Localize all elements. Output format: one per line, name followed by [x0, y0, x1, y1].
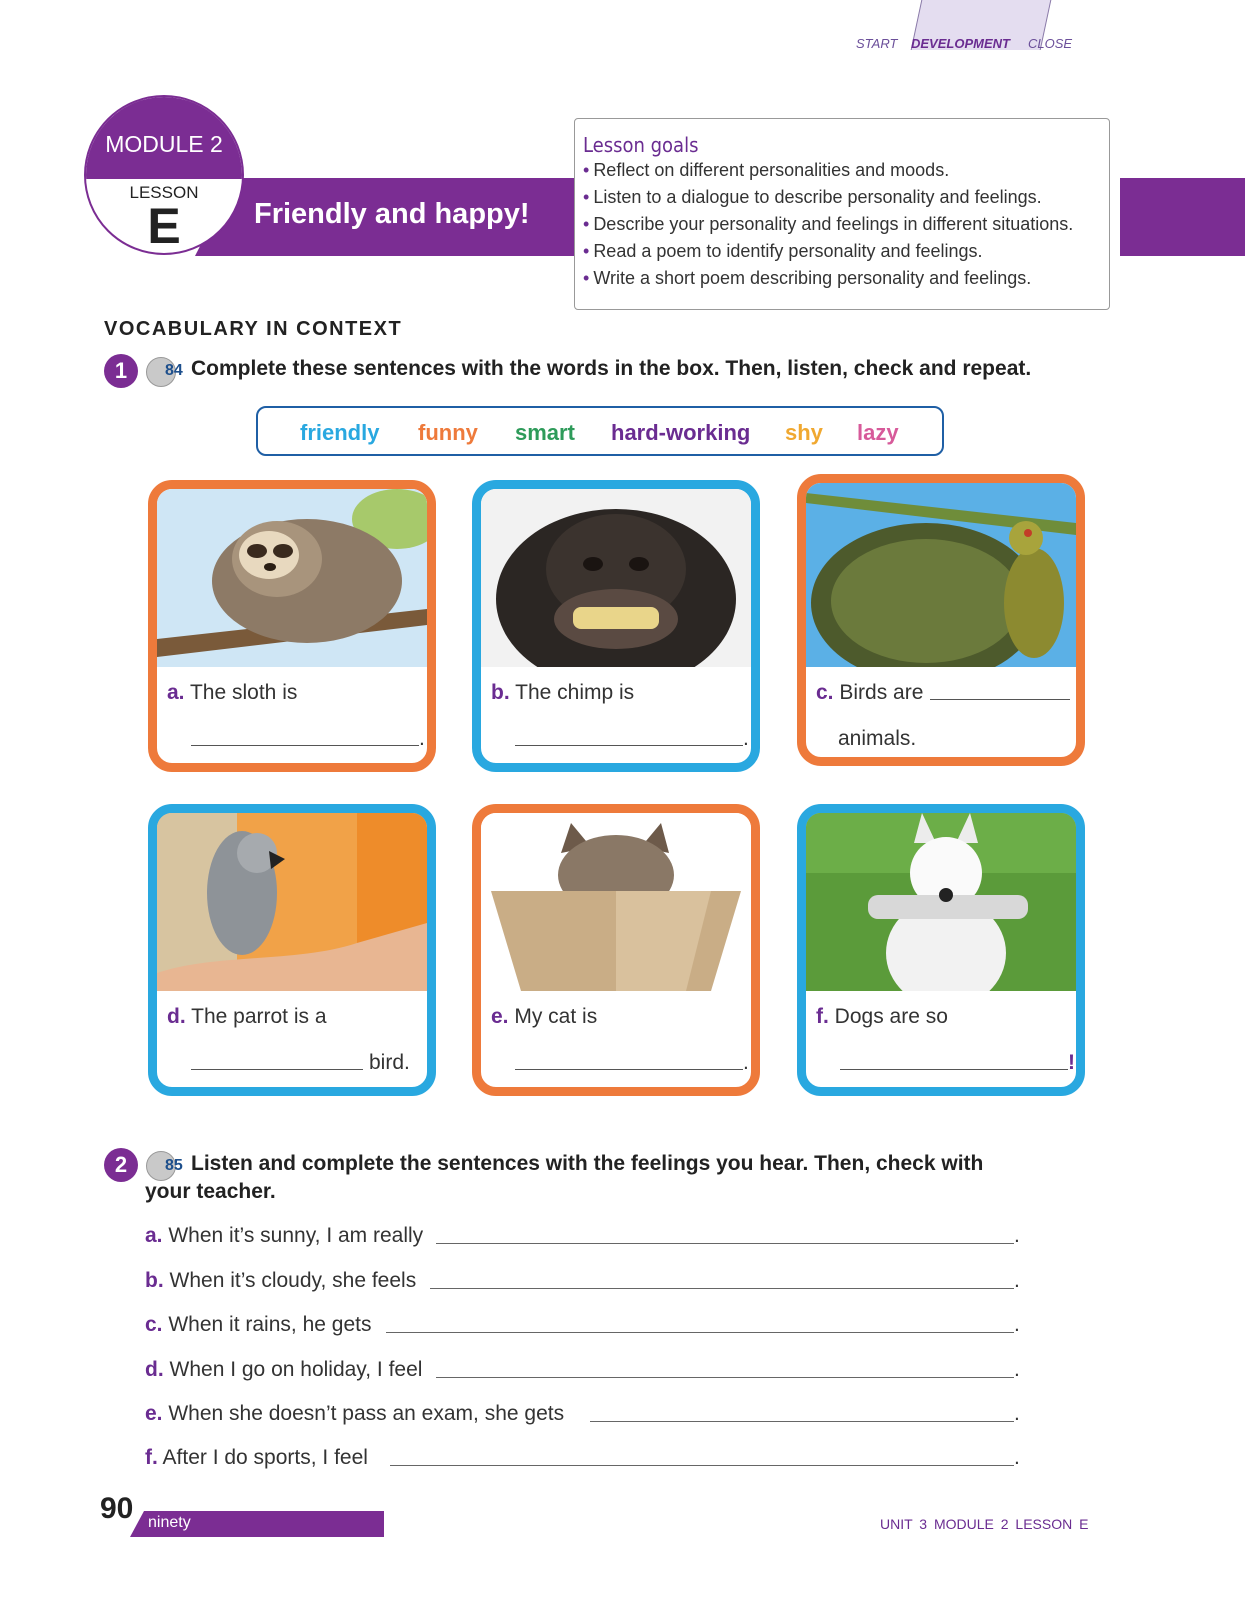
lesson-title: Friendly and happy!	[254, 198, 530, 230]
answer-blank-d[interactable]	[191, 1069, 363, 1070]
word-hard-working: hard-working	[611, 420, 751, 445]
word-box	[256, 406, 944, 456]
lesson-badge	[84, 95, 244, 255]
answer-blank-2c[interactable]	[386, 1332, 1014, 1333]
audio-track-number: 85	[165, 1157, 183, 1174]
stage-close: CLOSE	[1028, 36, 1073, 51]
cat-photo	[481, 813, 751, 991]
page-number: 90	[100, 1492, 134, 1525]
footer-breadcrumb: UNIT 3 MODULE 2 LESSON E	[880, 1516, 1089, 1532]
answer-blank-b[interactable]	[515, 745, 743, 746]
answer-blank-a[interactable]	[191, 745, 419, 746]
card-c-end: animals.	[838, 727, 917, 750]
page-word: ninety	[148, 1514, 191, 1531]
card-cat	[472, 804, 760, 1096]
answer-blank-2d[interactable]	[436, 1377, 1014, 1378]
sentence-b: b. When it’s cloudy, she feels	[145, 1269, 417, 1292]
sentence-e: e. When she doesn’t pass an exam, she gets	[145, 1402, 565, 1425]
title-banner-right	[1120, 178, 1245, 256]
sentence-a: a. When it’s sunny, I am really	[145, 1224, 424, 1247]
card-dog	[797, 804, 1085, 1096]
card-f-label: f. Dogs are so	[816, 1005, 948, 1028]
sentence-d-end: .	[1014, 1358, 1020, 1381]
goal-item: • Describe your personality and feelings in different situations.	[583, 214, 1074, 234]
stage-start: START	[856, 36, 898, 51]
exercise-2-instruction-line2: your teacher.	[145, 1180, 276, 1203]
goal-item: • Write a short poem describing personality and feelings.	[583, 268, 1032, 288]
answer-blank-c[interactable]	[930, 699, 1070, 700]
sentence-d: d. When I go on holiday, I feel	[145, 1358, 423, 1381]
dog-photo	[806, 813, 1076, 991]
card-d-label: d. The parrot is a	[167, 1005, 327, 1028]
card-b-end: .	[743, 727, 749, 750]
answer-blank-2b[interactable]	[430, 1288, 1014, 1289]
card-c-label: c. Birds are	[816, 681, 924, 704]
section-heading: VOCABULARY IN CONTEXT	[104, 318, 403, 340]
card-chimp	[472, 480, 760, 772]
lesson-label: LESSON	[129, 183, 199, 202]
card-parrot	[148, 804, 436, 1096]
card-d-end: bird.	[369, 1051, 410, 1074]
answer-blank-2f[interactable]	[390, 1465, 1014, 1466]
module-label: MODULE 2	[105, 131, 223, 157]
card-bird	[797, 474, 1085, 766]
goal-item: • Listen to a dialogue to describe personality and feelings.	[583, 187, 1042, 207]
exercise-2-number: 2	[104, 1148, 138, 1182]
goal-item: • Read a poem to identify personality and feelings.	[583, 241, 983, 261]
badge-divider	[86, 177, 242, 179]
sentence-f-end: .	[1014, 1446, 1020, 1469]
word-funny: funny	[418, 420, 478, 445]
parrot-photo	[157, 813, 427, 991]
card-b-label: b. The chimp is	[491, 681, 635, 704]
card-e-end: .	[743, 1051, 749, 1074]
card-a-label: a. The sloth is	[167, 681, 298, 704]
lesson-goals-title: Lesson goals	[583, 133, 699, 157]
answer-blank-2e[interactable]	[590, 1421, 1014, 1422]
goal-item: • Reflect on different personalities and moods.	[583, 160, 950, 180]
lesson-letter: E	[147, 198, 181, 254]
lesson-goals-box	[574, 118, 1110, 310]
sloth-photo	[157, 489, 427, 667]
exercise-1-instruction: Complete these sentences with the words in the box. Then, listen, check and repeat.	[191, 357, 1032, 380]
sentence-a-end: .	[1014, 1224, 1020, 1247]
audio-track-number: 84	[165, 362, 183, 379]
answer-blank-2a[interactable]	[436, 1243, 1014, 1244]
stage-development: DEVELOPMENT	[911, 36, 1010, 51]
card-f-end: !	[1068, 1051, 1075, 1074]
sentence-e-end: .	[1014, 1402, 1020, 1425]
sentence-c-end: .	[1014, 1313, 1020, 1336]
answer-blank-e[interactable]	[515, 1069, 743, 1070]
word-lazy: lazy	[857, 420, 899, 445]
sentence-b-end: .	[1014, 1269, 1020, 1292]
sentence-f: f. After I do sports, I feel	[145, 1446, 368, 1469]
card-a-end: .	[419, 727, 425, 750]
word-friendly: friendly	[300, 420, 380, 445]
card-sloth	[148, 480, 436, 772]
exercise-2-instruction-line1: Listen and complete the sentences with the feelings you hear. Then, check with	[191, 1152, 984, 1175]
answer-blank-f[interactable]	[840, 1069, 1068, 1070]
chimp-photo	[481, 489, 751, 667]
word-shy: shy	[785, 420, 823, 445]
sentence-c: c. When it rains, he gets	[145, 1313, 372, 1336]
exercise-1-number: 1	[104, 354, 138, 388]
card-e-label: e. My cat is	[491, 1005, 598, 1028]
word-smart: smart	[515, 420, 575, 445]
bird-nest-photo	[806, 483, 1076, 667]
